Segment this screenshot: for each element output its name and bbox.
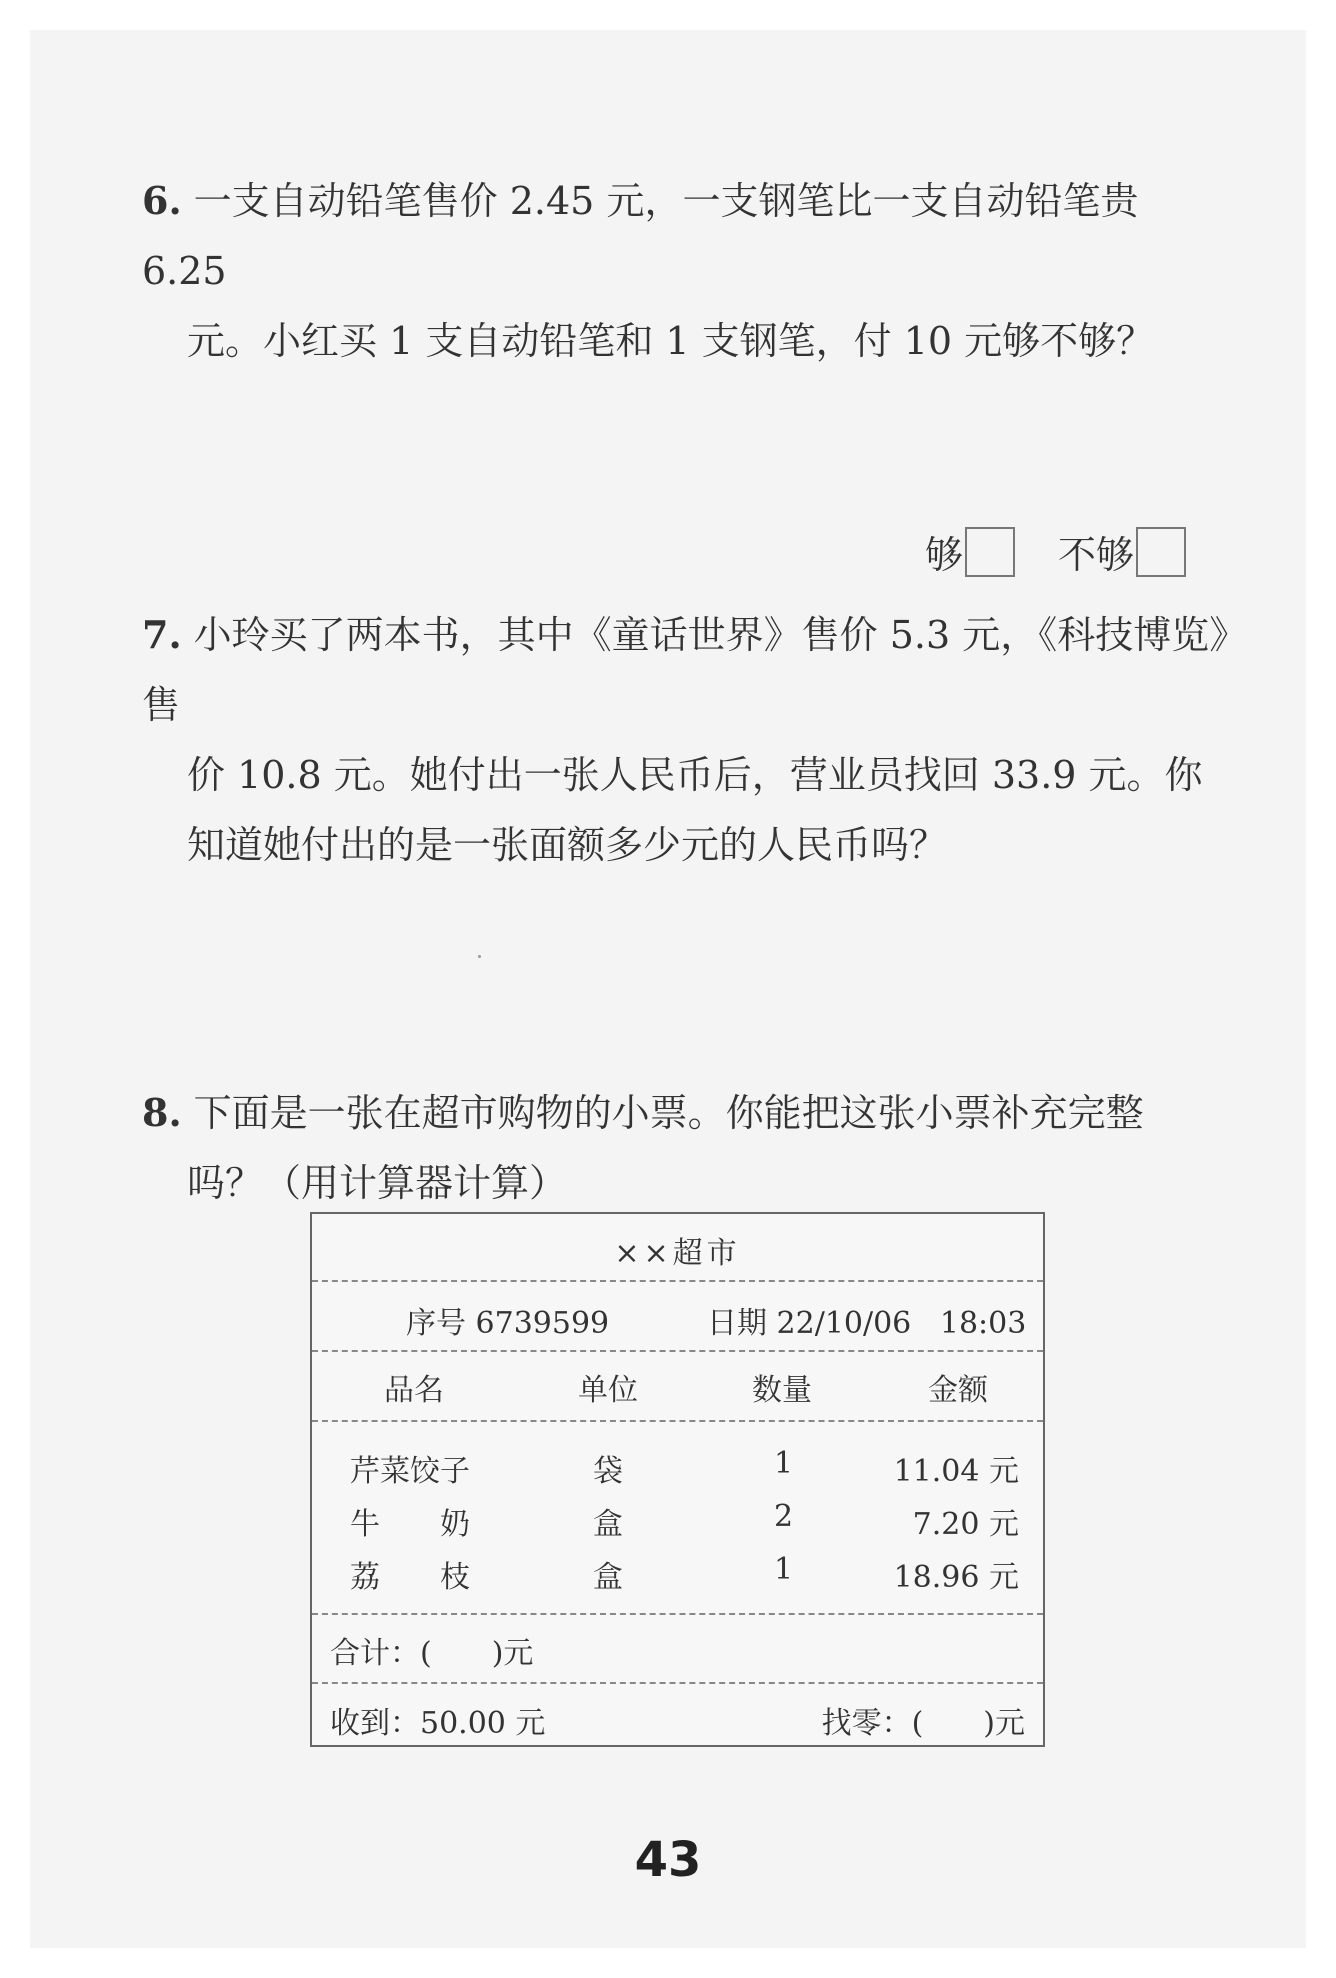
answer-enough-label: 够 [925, 533, 964, 577]
receipt-item-amount: 11.04 元 [893, 1454, 1019, 1489]
receipt-header-unit: 单位 [578, 1373, 638, 1408]
answer-enough-checkbox[interactable] [965, 527, 1015, 577]
receipt-item-unit: 盒 [593, 1507, 623, 1542]
receipt-total-blank[interactable]: 合计：( )元 [330, 1636, 534, 1671]
receipt-item-unit: 袋 [593, 1454, 623, 1489]
receipt-divider [312, 1280, 1043, 1282]
receipt-item-name: 荔 枝 [350, 1560, 470, 1595]
question-6 [142, 166, 1232, 376]
receipt-item-quantity: 1 [774, 1446, 794, 1481]
question-8-number: 8. [142, 1090, 182, 1135]
receipt-item-unit: 盒 [593, 1560, 623, 1595]
receipt-amount-received: 收到：50.00 元 [330, 1706, 546, 1741]
question-7-line-1: 小玲买了两本书，其中《童话世界》售价 5.3 元，《科技博览》售 [142, 613, 1229, 727]
question-7-number: 7. [142, 612, 182, 657]
receipt-item-amount: 7.20 元 [912, 1507, 1019, 1542]
receipt-divider [312, 1420, 1043, 1422]
print-speck [478, 955, 481, 958]
question-6-number: 6. [142, 178, 182, 223]
receipt-divider [312, 1682, 1043, 1684]
question-7 [142, 600, 1232, 880]
answer-not-enough-label: 不够 [1058, 533, 1135, 577]
receipt-header-amount: 金额 [928, 1373, 988, 1408]
answer-enough [925, 524, 1015, 579]
receipt-divider [312, 1613, 1043, 1615]
shopping-receipt [310, 1212, 1045, 1747]
answer-not-enough [1058, 524, 1186, 579]
receipt-serial-number: 序号 6739599 [406, 1306, 610, 1341]
question-6-line-1: 一支自动铅笔售价 2.45 元，一支钢笔比一支自动铅笔贵 6.25 [142, 179, 1139, 293]
workbook-page [30, 30, 1306, 1948]
question-8-line-2: 吗？（用计算器计算） [187, 1161, 568, 1205]
receipt-date: 日期 22/10/06 18:03 [707, 1306, 1027, 1341]
receipt-header-quantity: 数量 [752, 1373, 812, 1408]
question-7-line-3: 知道她付出的是一张面额多少元的人民币吗？ [187, 823, 948, 867]
receipt-item-quantity: 1 [774, 1552, 794, 1587]
page-number: 43 [634, 1832, 702, 1888]
answer-not-enough-checkbox[interactable] [1136, 527, 1186, 577]
receipt-store-name: ××超市 [614, 1236, 741, 1271]
receipt-item-amount: 18.96 元 [893, 1560, 1019, 1595]
receipt-divider [312, 1350, 1043, 1352]
receipt-item-quantity: 2 [774, 1499, 794, 1534]
receipt-item-name: 牛 奶 [350, 1507, 470, 1542]
question-8 [142, 1078, 1232, 1218]
question-7-line-2: 价 10.8 元。她付出一张人民币后，营业员找回 33.9 元。你 [187, 753, 1203, 797]
receipt-change-blank[interactable]: 找零：( )元 [821, 1706, 1025, 1741]
receipt-header-name: 品名 [384, 1373, 444, 1408]
question-8-line-1: 下面是一张在超市购物的小票。你能把这张小票补充完整 [193, 1091, 1144, 1135]
question-6-line-2: 元。小红买 1 支自动铅笔和 1 支钢笔，付 10 元够不够？ [187, 319, 1155, 363]
receipt-item-name: 芹菜饺子 [350, 1454, 470, 1489]
